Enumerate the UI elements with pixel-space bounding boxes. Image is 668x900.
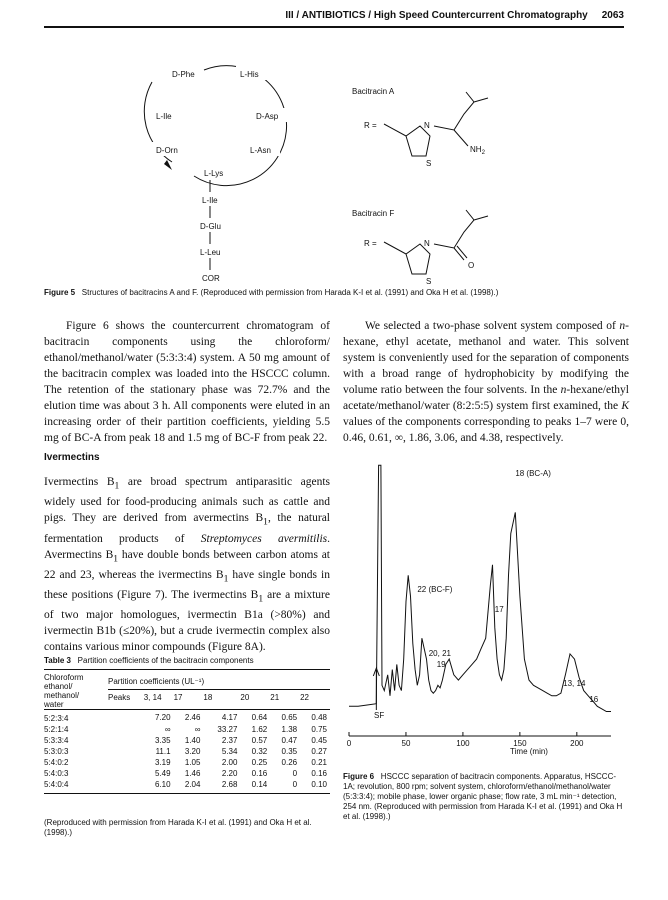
- x-tick-label: 200: [570, 739, 584, 748]
- solvent-system-paragraph: We selected a two-phase solvent system composed of n-hexane, ethyl acetate, methanol and water. This solvent system is conveniently used for the separation of components with a broad range of hydrophobicity by modifying the volume ratio between the four solvents. In the n-hexane/ethyl acetate/methanol/water (8:2:5:5) system first examined, the K values of the components corresponding to peaks 1–7 were 0, 0.46, 0.61, ∞, 1.86, 3.06, and 4.38, respectively.: [343, 320, 629, 444]
- value-cell: 1.05: [184, 758, 201, 767]
- table-row: [44, 757, 330, 768]
- ivermectins-heading: Ivermectins: [44, 452, 100, 463]
- value-cell: 1.62: [251, 725, 268, 734]
- residue-d-phe: D-Phe: [172, 70, 195, 79]
- residue-l-his: L-His: [240, 70, 259, 79]
- table-row: [44, 779, 330, 790]
- figure6-caption-label: Figure 6: [343, 772, 375, 781]
- residue-l-lys: L-Lys: [204, 169, 224, 178]
- table-row: [44, 746, 330, 757]
- value-cell: 0.14: [251, 780, 268, 789]
- residue-d-orn: D-Orn: [156, 146, 178, 155]
- x-tick-label: 50: [401, 739, 411, 748]
- value-cell: 0.16: [311, 769, 327, 778]
- ratio-cell: 5:4:0:3: [44, 769, 69, 778]
- table3: [44, 656, 330, 794]
- value-cell: 3.35: [154, 736, 171, 745]
- value-cell: 1.40: [184, 736, 201, 745]
- chromatogram-trace: [349, 465, 611, 711]
- value-cell: 0.48: [311, 712, 327, 722]
- left-column-paragraph: [44, 318, 330, 446]
- value-cell: 3.19: [154, 758, 171, 767]
- value-cell: 33.27: [217, 725, 238, 734]
- residue-d-asp: D-Asp: [256, 112, 279, 121]
- residue-l-ile: L-Ile: [202, 196, 218, 205]
- nh2-label: $NH_2$: [470, 145, 485, 156]
- table3-col-header: 17: [173, 693, 183, 702]
- blank-cell: [108, 735, 144, 746]
- residue-d-glu: D-Glu: [200, 222, 221, 231]
- figure5-caption-label: Figure 5: [44, 288, 76, 297]
- bacitracin-a-label: Bacitracin A: [352, 87, 395, 96]
- table3-col-header: 18: [203, 693, 213, 702]
- table-row: [44, 710, 330, 725]
- bacitracin-results-paragraph: Figure 6 shows the countercurrent chromatogram of bacitracin components using the chloroform/ ethanol/methanol/water (5:3:3:4) system. A 50 mg amount of the bacitracin complex was loaded into the HSCCC column. The retention of the stationary phase was 72.7% and the elution time was about 3 h. All components were eluted in an increasing order of their partition coefficients, yielding 5.5 mg of BC-A from peak 18 and 1.5 mg of BC-F from peak 22.: [44, 320, 330, 444]
- value-cell: 5.34: [221, 747, 238, 756]
- figure6-chromatogram: [343, 452, 623, 762]
- bacitracin-f-structure: [352, 209, 488, 286]
- figure5-caption-text: Structures of bacitracins A and F. (Reproduced with permission from Harada K-I et al. (1991) and Oka H et al. (1998).): [81, 288, 499, 297]
- side-group-a: [434, 92, 488, 146]
- value-cell: 0.10: [311, 780, 327, 789]
- cyclic-peptide-ring: [144, 66, 288, 186]
- page-number: 2063: [601, 10, 624, 21]
- value-cell: 2.68: [221, 780, 238, 789]
- peak-label: 19: [436, 660, 446, 669]
- table3-partition-header: Partition coefficients (UL⁻¹): [108, 670, 330, 690]
- table3-col-header: 22: [300, 693, 309, 702]
- bacitracin-f-label: Bacitracin F: [352, 209, 395, 218]
- side-chain: [200, 180, 221, 283]
- blank-cell: [108, 757, 144, 768]
- peak-label: 20, 21: [428, 649, 451, 658]
- peak-label: 16: [589, 695, 599, 704]
- residue-l-ile-ring: L-Ile: [156, 112, 172, 121]
- value-cell: 0.45: [311, 736, 327, 745]
- atom-n-a: N: [424, 121, 430, 130]
- value-cell: 0.75: [311, 725, 327, 734]
- value-cell: 5.49: [154, 769, 171, 778]
- value-cell: 0.21: [311, 758, 327, 767]
- r-equals-a: R =: [364, 121, 377, 130]
- x-tick-label: 0: [346, 739, 352, 748]
- peak-label: 18 (BC-A): [515, 469, 551, 478]
- table3-peaks-header: Peaks: [108, 693, 131, 702]
- header-title: III / ANTIBIOTICS / High Speed Countercurrent Chromatography: [285, 10, 588, 21]
- value-cell: 0.57: [251, 736, 268, 745]
- header-text: [285, 10, 624, 21]
- peak-labels: [374, 469, 599, 720]
- ratio-cell: 5:4:0:2: [44, 758, 69, 767]
- x-tick-label: 100: [456, 739, 470, 748]
- residue-l-leu: L-Leu: [200, 248, 221, 257]
- residue-l-asn: L-Asn: [250, 146, 271, 155]
- value-cell: 2.00: [221, 758, 238, 767]
- right-column-paragraph: [343, 318, 629, 446]
- value-cell: 0.26: [281, 758, 298, 767]
- peak-label: SF: [374, 711, 385, 720]
- figure5-structures: [44, 48, 624, 288]
- table-row: [44, 768, 330, 779]
- header-rule: [44, 26, 624, 28]
- atom-s-a: S: [426, 159, 432, 168]
- ratio-cell: 5:2:1:4: [44, 725, 69, 734]
- value-cell: 2.46: [184, 712, 201, 722]
- ratio-cell: 5:3:0:3: [44, 747, 69, 756]
- blank-cell: [108, 746, 144, 757]
- value-cell: 0.32: [251, 747, 268, 756]
- value-cell: 2.04: [184, 780, 201, 789]
- value-cell: ∞: [194, 725, 201, 734]
- table3-bottom-rule: [44, 793, 330, 794]
- peak-label: 13, 14: [563, 679, 586, 688]
- table3-col-header: 3, 14: [143, 693, 162, 702]
- value-cell: 0.16: [251, 769, 268, 778]
- peak-label: 17: [494, 605, 504, 614]
- value-cell: 0: [292, 780, 298, 789]
- value-cell: 0.47: [281, 736, 298, 745]
- value-cell: 3.20: [184, 747, 201, 756]
- blank-cell: [108, 768, 144, 779]
- side-group-f: [434, 210, 488, 260]
- table3-title: Table 3 Partition coefficients of the bacitracin components: [44, 656, 254, 665]
- table3-ratio-header: Chloroform ethanol/ methanol/ water: [44, 673, 84, 709]
- table-row: [44, 724, 330, 735]
- table3-body: [44, 710, 330, 791]
- peak-label: 22 (BC-F): [417, 585, 453, 594]
- value-cell: 1.38: [281, 725, 298, 734]
- value-cell: 0.25: [251, 758, 268, 767]
- value-cell: 11.1: [155, 747, 171, 756]
- ivermectins-paragraph: Ivermectins $B_1$ are broad spectrum antiparasitic agents widely used for food-producing animals such as cattle and pigs. They are derived from avermectins $B_1$, the natural fermentation products of Streptomyces avermitilis. Avermectins $B_1$ have double bonds between carbon atoms at 22 and 23, whereas the ivermectins $B_1$ have single bonds in these positions (Figure 7). The ivermectins $B_1$ are a mixture of two major homologues, ivermectin B1a (>80%) and ivermectin B1b (≤20%), but a crude ivermectin complex also contains various minor compounds (Figure 8A).: [44, 476, 331, 654]
- atom-n-f: N: [424, 239, 430, 248]
- atom-s-f: S: [426, 277, 432, 286]
- bacitracin-a-structure: [352, 87, 488, 168]
- value-cell: 0.27: [311, 747, 327, 756]
- table3-col-header: 21: [270, 693, 280, 702]
- blank-cell: [108, 710, 144, 725]
- value-cell: ∞: [164, 725, 171, 734]
- figure6-caption: [343, 772, 623, 822]
- figure6-caption-text: HSCCC separation of bacitracin components. Apparatus, HSCCC-1A; revolution, 800 rpm; solvent system, chloroform/ethanol/methanol/water (5:3:3:4); mobile phase, lower organic phase; flow rate, 3 mL min⁻¹ detection, 254 nm. (Reproduced with permission from Harada K-I et al. (1991) and Oka H et al. (1998).): [343, 772, 623, 821]
- residue-cor: COR: [202, 274, 220, 283]
- value-cell: 7.20: [154, 712, 171, 722]
- ratio-cell: 5:3:3:4: [44, 736, 69, 745]
- ratio-cell: 5:2:3:4: [44, 714, 69, 723]
- table3-note: (Reproduced with permission from Harada K-I et al. (1991) and Oka H et al. (1998).): [44, 818, 312, 837]
- table-row: [44, 735, 330, 746]
- atom-o-f: O: [468, 261, 475, 270]
- value-cell: 0.64: [251, 712, 268, 722]
- table3-grid: [44, 669, 330, 790]
- value-cell: 1.46: [184, 769, 201, 778]
- x-axis-label: Time (min): [510, 747, 548, 756]
- running-header: [0, 0, 668, 40]
- blank-cell: [108, 779, 144, 790]
- x-tick-label: 150: [513, 739, 527, 748]
- blank-cell: [108, 724, 144, 735]
- value-cell: 2.20: [221, 769, 238, 778]
- ratio-cell: 5:4:0:4: [44, 780, 69, 789]
- ivermectins-paragraph-block: [44, 474, 330, 655]
- value-cell: 0.35: [281, 747, 298, 756]
- table3-col-header: 20: [240, 693, 250, 702]
- value-cell: 4.17: [221, 712, 238, 722]
- value-cell: 6.10: [154, 780, 171, 789]
- figure5-caption: [44, 288, 624, 298]
- value-cell: 0.65: [281, 712, 298, 722]
- value-cell: 2.37: [221, 736, 238, 745]
- value-cell: 0: [292, 769, 298, 778]
- r-equals-f: R =: [364, 239, 377, 248]
